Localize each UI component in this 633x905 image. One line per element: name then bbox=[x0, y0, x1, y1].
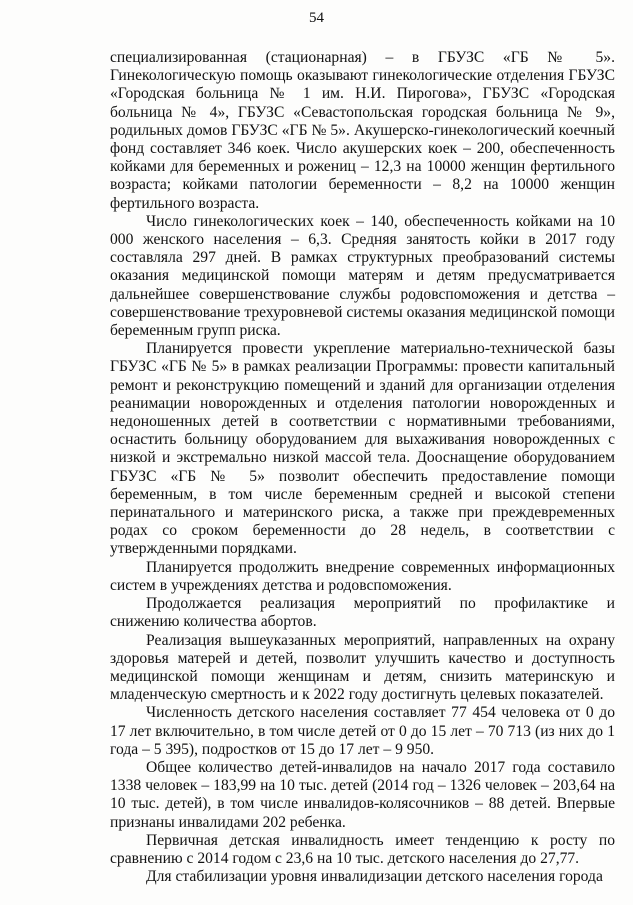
paragraph-continuation: специализированная (стационарная) – в ГБУЗС «ГБ № 5». Гинекологическую помощь оказывают гинекологические отделения ГБУЗС «Городская больница № 1 им. Н.И. Пирогова», ГБУЗС «Городская больница № 4», ГБУЗС «Севастопольская городская больница № 9», родильных домов ГБУЗС «ГБ № 5». Акушерско-гинекологический коечный фонд составляет 346 коек. Число акушерских коек – 200, обеспеченность койками для беременных и рожениц – 12,3 на 10000 женщин фертильного возраста; койками патологии беременности – 8,2 на 10000 женщин фертильного возраста. bbox=[110, 49, 615, 212]
paragraph-equipment-plan: Планируется провести укрепление материально-технической базы ГБУЗС «ГБ № 5» в рамках реализации Программы: провести капитальный ремонт и реконструкцию помещений и зданий для организации отделения реанимации новорожденных и отделения патологии новорожденных и недоношенных детей в соответствии с нормативными требованиями, оснастить больницу оборудованием для выхаживания новорожденных с низкой и экстремально низкой массой тела. Дооснащение оборудованием ГБУЗС «ГБ № 5» позволит обеспечить предоставление помощи беременным, в том числе беременным средней и высокой степени перинатального и материнского риска, а также при преждевременных родах со сроком беременности до 28 недель, в соответствии с утвержденными порядками. bbox=[110, 340, 615, 558]
document-body bbox=[110, 49, 615, 886]
paragraph-primary-disability: Первичная детская инвалидность имеет тенденцию к росту по сравнению с 2014 годом с 23,6 на 10 тыс. детского населения до 27,77. bbox=[110, 831, 615, 867]
paragraph-stabilization: Для стабилизации уровня инвалидизации детского населения города bbox=[146, 868, 603, 886]
paragraph-information-systems: Планируется продолжить внедрение современных информационных систем в учреждениях детства и родовспоможения. bbox=[110, 558, 615, 594]
paragraph-abortion-prevention: Продолжается реализация мероприятий по профилактике и снижению количества абортов. bbox=[110, 595, 615, 631]
paragraph-child-population: Численность детского населения составляет 77 454 человека от 0 до 17 лет включительно, в том числе детей от 0 до 15 лет – 70 713 (из них до 1 года – 5 395), подростков от 15 до 17 лет – 9 950. bbox=[110, 704, 615, 758]
paragraph-expected-results: Реализация вышеуказанных мероприятий, направленных на охрану здоровья матерей и детей, позволит улучшить качество и доступность медицинской помощи женщинам и детям, снизить материнскую и младенческую смертность и к 2022 году достигнуть целевых показателей. bbox=[110, 631, 615, 704]
paragraph-disabled-children: Общее количество детей-инвалидов на начало 2017 года составило 1338 человек – 183,99 на 10 тыс. детей (2014 год – 1326 человек – 203,64 на 10 тыс. детей), в том числе инвалидов-колясочников – 88 детей. Впервые признаны инвалидами 202 ребенка. bbox=[110, 758, 615, 831]
paragraph-gynecological-beds: Число гинекологических коек – 140, обеспеченность койками на 10 000 женского населения – 6,3. Средняя занятость койки в 2017 году составляла 297 дней. В рамках структурных преобразований системы оказания медицинской помощи матерям и детям предусматривается дальнейшее совершенствование службы родовспоможения и детства – совершенствование трехуровневой системы оказания медицинской помощи беременным групп риска. bbox=[110, 212, 615, 340]
page-number: 54 bbox=[309, 10, 324, 26]
